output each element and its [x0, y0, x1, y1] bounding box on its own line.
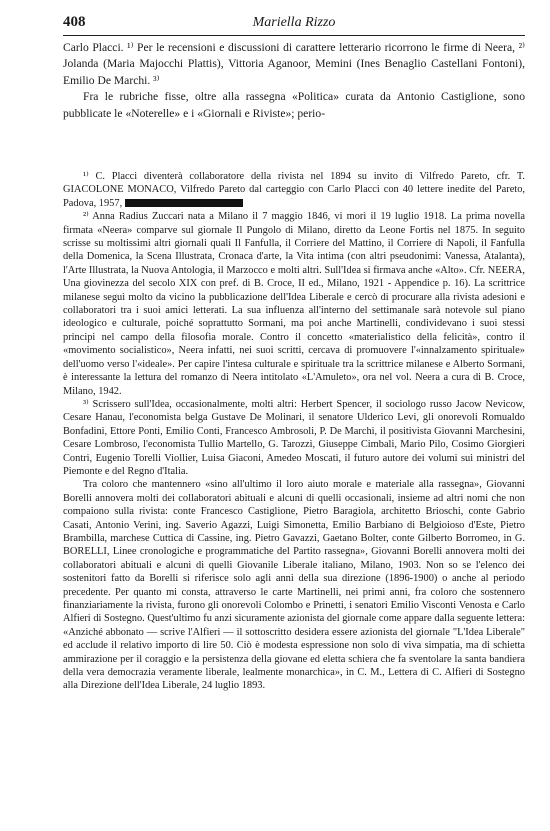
footnote-1-text: ¹⁾ C. Placci diventerà collaboratore della rivista nel 1894 su invito di Vilfredo Pareto, cfr. T. GIACOLONE MONACO, Vilfredo Pareto dal carteggio con Carlo Placci con 40 lettere inedite del Pareto, Padova, 1957, — [63, 171, 525, 209]
paragraph-2: Fra le rubriche fisse, oltre alla rassegna «Politica» curata da Antonio Castiglione, sono pubblicate le «Noterelle» e i «Giornali e Riviste»; perio- — [63, 90, 525, 120]
main-text — [63, 40, 525, 122]
running-head: Mariella Rizzo — [252, 15, 336, 30]
footnote-1 — [63, 170, 525, 210]
paragraph-1: Carlo Placci. ¹⁾ Per le recensioni e discussioni di carattere letterario ricorrono le firme di Neera, ²⁾ Jolanda (Maria Majocchi Plattis), Vittoria Aganoor, Memini (Ines Benaglio Castellani Fontoni), Emilio De Marchi. ³⁾ — [63, 41, 525, 87]
footnote-3-continued: Tra coloro che mantennero «sino all'ultimo il loro aiuto morale e materiale alla rassegna», Giovanni Borelli annovera molti dei collaboratori abituali e alcuni di quelli occasionali, insieme ad altri nomi che non compaiono sulla rivista: conte Francesco Castiglione, Pietro Baragiola, architetto Brioschi, conte Gabrio Casati, Antonio Verini, ing. Saverio Agazzi, Luigi Simonetta, Emilio Barbiano di Belgioioso d'Este, Pietro Brambilla, marchese Cuttica di Cassine, ing. Pietro Gavazzi, Gaetano Bolter, conte Gilberto Borromeo, in G. BORELLI, Linee cronologiche e programmatiche del Partito rassegna», Giovanni Borelli annovera molti dei collaboratori abituali e alcuni di quelli Giovanile Liberale italiano, Milano, 1903. Non so se l'elenco dei sostenitori fatto da Borelli si riferisce solo agli anni della sua direzione (1896-1900) o anche al periodo precedente. Per quanto mi consta, attraverso le carte Martinelli, nei primi anni, fra coloro che sostennero finanziariamente la rivista, furono gli onorevoli Colombo e Prinetti, i senatori Emilio Visconti Venosta e Carlo Alfieri di Sostegno. Quest'ultimo fu anzi sicuramente azionista del giornale come appare dalla seguente lettera: «Anziché abbonato — scrive l'Alfieri — il sottoscritto desidera essere azionista del giornale "L'Idea Liberale" ed acclude il relativo importo di lire 50. Ciò è modesta espressione non solo di viva simpatia, ma di schietta ammirazione per il coraggio e la persistenza della giovane ed eletta schiera che fa sventolare la santa bandiera della vera democrazia veramente liberale, lealmente monarchica», in C. M., Lettera di C. Alfieri di Sostegno alla Direzione dell'Idea Liberale, 24 luglio 1893. — [63, 479, 525, 692]
footnote-2: ²⁾ Anna Radius Zuccari nata a Milano il 7 maggio 1846, vi morì il 19 luglio 1918. La prima novella firmata «Neera» comparve sul giornale Il Pungolo di Milano, diretto da Leone Fortis nel 1875. In seguito scrisse su moltissimi altri giornali quali Il Fanfulla, il Corriere del Mattino, il Corriere di Napoli, il Fanfulla della Domenica, la Scena Illustrata, Cronaca d'arte, la Vita intima (con altri pseudonimi: Vanessa, Atalanta), l'Arte Illustrata, la Nuova Antologia, il Marzocco e molti altri. Sull'Idea si firmava anche «Alto». Cfr. NEERA, Una giovinezza del secolo XIX con pref. di B. Croce, II ed., Milano, 1921 - Appendice p. 16). La scrittrice milanese seguì molto da vicino la pubblicazione dell'Idea Liberale e cercò di procurare alla rivista adesioni e collaboratori tra i suoi amici letterati. La sua influenza all'interno del settimanale sarà notevole sul piano ideologico e culturale, poiché soprattutto Sormani, ma poi anche Martinelli, condividevano i suoi stessi principi nel campo della filosofia morale. Contro il concetto «materialistico della felicità», contro il «movimento socialistico», Neera infatti, nei suoi scritti, cercava di promuovere l'«innalzamento spirituale» dell'uomo verso l'«ideale». Per capire l'intesa culturale e spirituale tra la scrittrice milanese e Alberto Sormani, è interessante la lettura del romanzo di Neera intitolato «L'Amuleto», ora nel vol. Neera a cura di B. Croce, Milano, 1942. — [63, 211, 525, 397]
footnotes — [63, 170, 525, 693]
footnote-3: ³⁾ Scrissero sull'Idea, occasionalmente, molti altri: Herbert Spencer, il sociologo russo Jacow Nevicow, Cesare Hanau, l'economista belga Gustave De Molinari, il senatore Ulderico Levi, gli onorevoli Romualdo Bonfadini, Ettore Ponti, Emilio Conti, Francesco Ambrosoli, P. De Marchi, il positivista Giovanni Marchesini, Cesare Lombroso, l'economista Tullio Martello, G. Tarozzi, Giuseppe Cimbali, Mario Pilo, Cosimo Giorgieri Contri, Eugenio Torelli Viollier, Luisa Giaconi, Amedeo Moscati, il futuro autore dei volumi sui ministri del Piemonte e del Regno d'Italia. — [63, 398, 525, 477]
page-header — [63, 14, 525, 34]
redaction-bar — [125, 199, 243, 207]
header-rule — [63, 35, 525, 36]
page-number: 408 — [63, 14, 86, 30]
